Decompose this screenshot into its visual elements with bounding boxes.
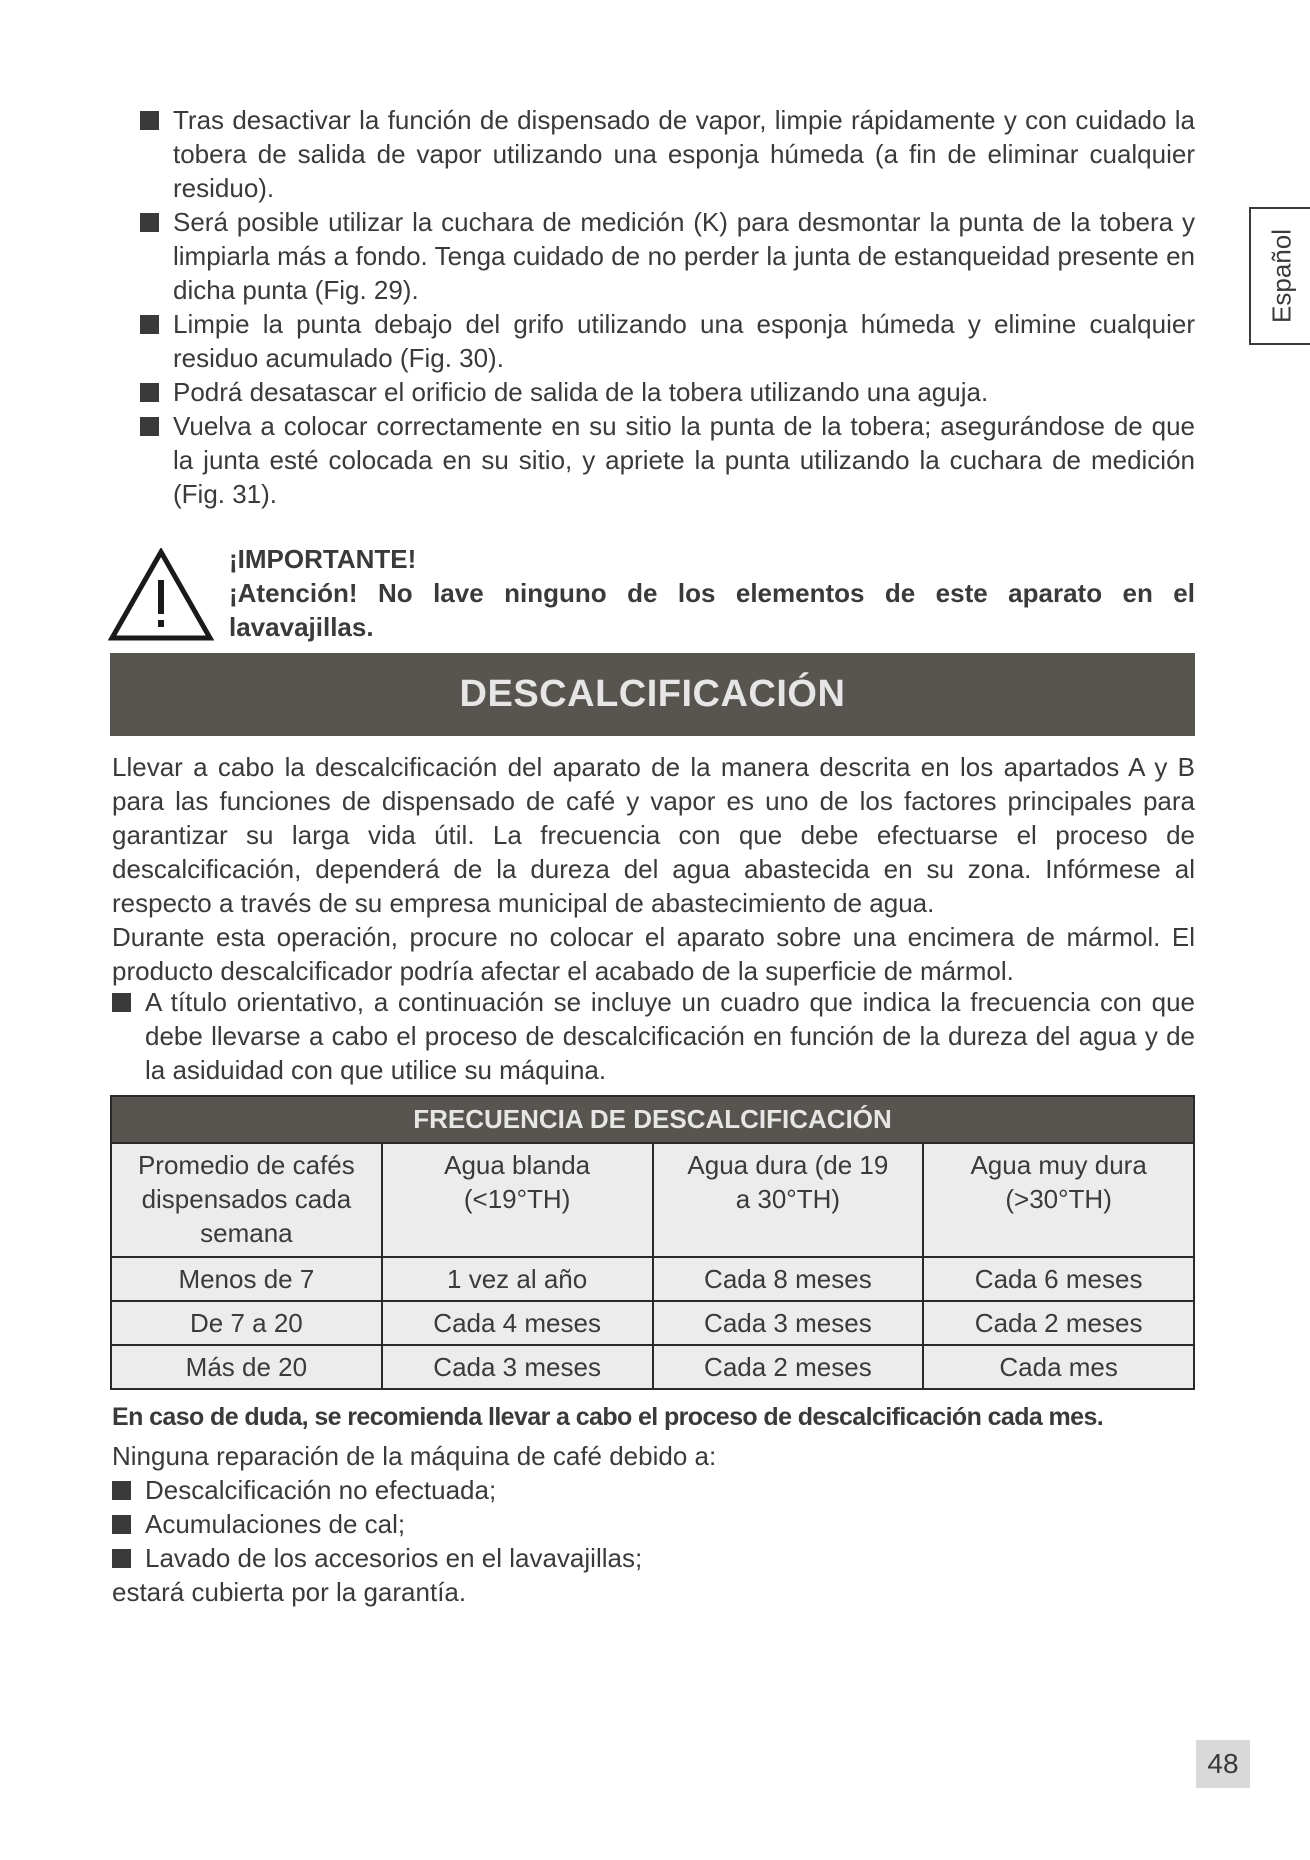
section-title: DESCALCIFICACIÓN: [110, 653, 1195, 736]
descaling-frequency-table: [110, 1095, 1195, 1390]
column-header: Agua muy dura (>30°TH): [923, 1143, 1194, 1257]
table-cell: Cada 8 meses: [653, 1257, 924, 1301]
bullet-square-icon: [140, 111, 159, 130]
list-item: Tras desactivar la función de dispensado de vapor, limpie rápidamente y con cuidado la tobera de salida de vapor utilizando una esponja húmeda (a fin de eliminar cualquier residuo).: [140, 103, 1195, 205]
bullet-square-icon: [140, 383, 159, 402]
language-side-tab: [1249, 207, 1310, 345]
descaling-recommendation: En caso de duda, se recomienda llevar a cabo el proceso de descalcificación cada mes.: [112, 1403, 1104, 1431]
list-item: Acumulaciones de cal;: [112, 1507, 1195, 1541]
column-header: Agua blanda (<19°TH): [382, 1143, 653, 1257]
page-number: 48: [1196, 1740, 1250, 1788]
bullet-square-icon: [140, 417, 159, 436]
language-tab-label: Español: [1266, 229, 1296, 323]
table-row: [111, 1257, 1194, 1301]
column-header: Promedio de cafés dispensados cada semana: [111, 1143, 382, 1257]
warning-triangle-icon: [108, 548, 214, 642]
table-cell: Cada mes: [923, 1345, 1194, 1389]
table-cell: Cada 3 meses: [382, 1345, 653, 1389]
bullet-square-icon: [140, 315, 159, 334]
table-cell: Cada 3 meses: [653, 1301, 924, 1345]
bullet-square-icon: [140, 213, 159, 232]
intro-paragraph: Durante esta operación, procure no colocar el aparato sobre una encimera de mármol. El producto descalcificador podría afectar el acabado de la superficie de mármol.: [112, 922, 1195, 986]
table-cell: De 7 a 20: [111, 1301, 382, 1345]
orientation-list: [112, 985, 1195, 1087]
table-cell: Cada 4 meses: [382, 1301, 653, 1345]
table-cell: Más de 20: [111, 1345, 382, 1389]
bullet-square-icon: [112, 1549, 131, 1568]
table-header-row: [111, 1143, 1194, 1257]
list-item: Descalcificación no efectuada;: [112, 1473, 1195, 1507]
list-item: A título orientativo, a continuación se incluye un cuadro que indica la frecuencia con que debe llevarse a cabo el proceso de descalcificación en función de la dureza del agua y de la asiduidad con que utilice su máquina.: [112, 985, 1195, 1087]
warning-title: ¡IMPORTANTE!: [229, 544, 417, 574]
important-warning: [229, 542, 1195, 644]
table-title: FRECUENCIA DE DESCALCIFICACIÓN: [111, 1096, 1194, 1143]
warranty-intro: Ninguna reparación de la máquina de café debido a:: [112, 1441, 717, 1471]
list-item: Podrá desatascar el orificio de salida de la tobera utilizando una aguja.: [140, 375, 1195, 409]
warranty-section: [112, 1439, 1195, 1609]
table-cell: Cada 2 meses: [923, 1301, 1194, 1345]
intro-text: [112, 750, 1195, 988]
table-cell: Menos de 7: [111, 1257, 382, 1301]
column-header: Agua dura (de 19 a 30°TH): [653, 1143, 924, 1257]
warning-text: ¡Atención! No lave ninguno de los elementos de este aparato en el lavavajillas.: [229, 578, 1195, 642]
bullet-square-icon: [112, 993, 131, 1012]
bullet-square-icon: [112, 1515, 131, 1534]
table-row: [111, 1301, 1194, 1345]
table-cell: 1 vez al año: [382, 1257, 653, 1301]
intro-paragraph: Llevar a cabo la descalcificación del aparato de la manera descrita en los apartados A y B para las funciones de dispensado de café y vapor es uno de los factores principales para garantizar su larga vida útil. La frecuencia con que debe efectuarse el proceso de descalcificación, dependerá de la dureza del agua abastecida en su zona. Infórmese al respecto a través de su empresa municipal de abastecimiento de agua.: [112, 752, 1195, 918]
list-item: Será posible utilizar la cuchara de medición (K) para desmontar la punta de la tobera y limpiarla más a fondo. Tenga cuidado de no perder la junta de estanqueidad presente en dicha punta (Fig. 29).: [140, 205, 1195, 307]
list-item: Vuelva a colocar correctamente en su sitio la punta de la tobera; asegurándose de que la junta esté colocada en su sitio, y apriete la punta utilizando la cuchara de medición (Fig. 31).: [140, 409, 1195, 511]
list-item: Limpie la punta debajo del grifo utilizando una esponja húmeda y elimine cualquier residuo acumulado (Fig. 30).: [140, 307, 1195, 375]
table-row: [111, 1345, 1194, 1389]
table-cell: Cada 2 meses: [653, 1345, 924, 1389]
list-item: Lavado de los accesorios en el lavavajillas;: [112, 1541, 1195, 1575]
table-cell: Cada 6 meses: [923, 1257, 1194, 1301]
warranty-outro: estará cubierta por la garantía.: [112, 1577, 467, 1607]
bullet-square-icon: [112, 1481, 131, 1500]
cleaning-steps-list: [140, 103, 1195, 511]
